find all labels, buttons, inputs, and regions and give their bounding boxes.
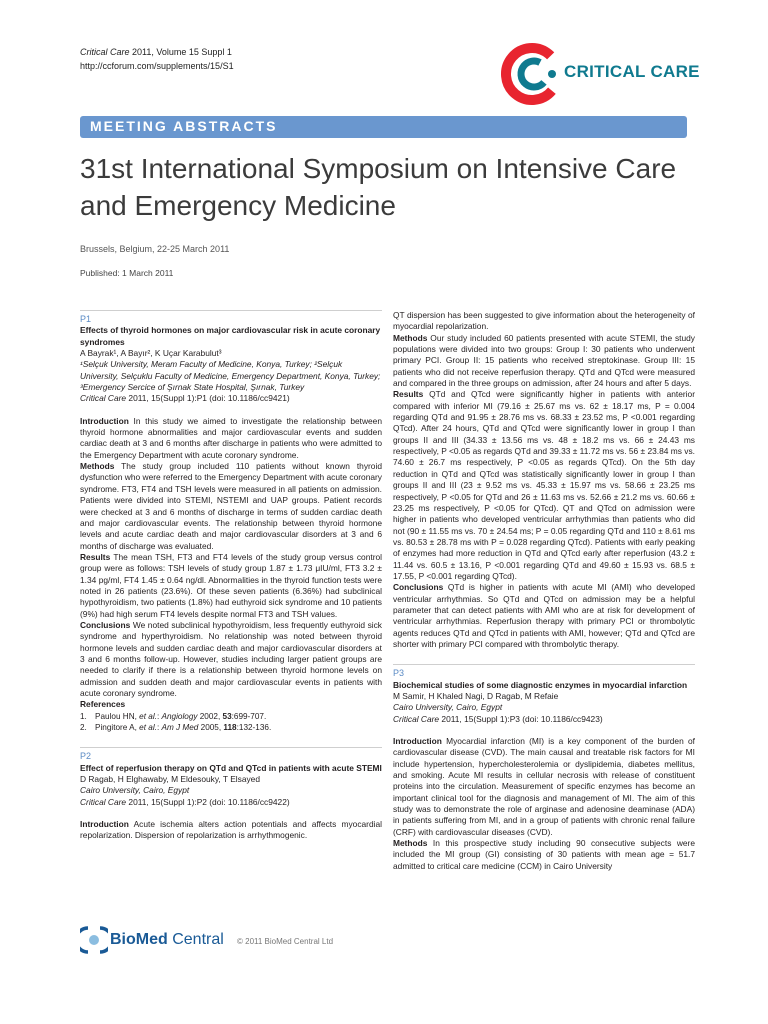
introduction-p3 — [393, 736, 695, 838]
results-p1 — [80, 552, 382, 620]
methods-p2 — [393, 333, 695, 390]
authors-p2: D Ragab, H Elghawaby, M Eldesouky, T Elsayed — [80, 774, 260, 785]
introduction-p2-continued: QT dispersion has been suggested to give information about the heterogeneity of myocardial repolarization. — [393, 310, 695, 332]
citation-header — [80, 45, 234, 73]
authors-p1: A Bayrak¹, A Bayır², K Uçar Karabulut³ — [80, 348, 222, 359]
section-text: In this prospective study including 90 consecutive subjects were included the MI group (GI) consisting of 30 patients with mean age = 51.7 admitted to critical care medicine (CCM) in Cairo University — [393, 838, 695, 871]
meeting-abstracts-banner — [80, 116, 687, 138]
citation-p2 — [80, 797, 382, 808]
copyright: © 2011 BioMed Central Ltd — [237, 937, 334, 946]
methods-p3 — [393, 838, 695, 872]
journal-name: Critical Care — [80, 796, 127, 807]
section-text: QTd and QTcd were significantly higher in patients with anterior compared with inferior MI (79.16 ± 25.67 ms vs. 62 ± 18.17 ms, P = 0.004 regarding QTd and 91.95 ± 28.76 ms vs. 68.33 ± 23.52 ms, P <0.001 regarding QTcd). After 24 hours, QTd and QTcd were significantly lower in group I than groups II and III (34.33 ± 13.56 ms vs. 48 ± 18.2 ms vs. 66 ± 24.43 ms respectively, P <0.05 as regards QTd and 39.33 ± 11.72 ms vs. 56 ± 23.84 ms vs. 74.60 ± 26.7 ms respectively, P <0.05 as regards QTcd). On the 5th day reduction in QTd and QTcd was statistically significantly lower in group I than groups II and III (23 ± 9.52 ms vs. 45.33 ± 15.97 ms vs. 58.66 ± 23.25 ms respectively, P <0.05 for QTd and 26 ± 11.63 ms vs. 52.66 ± 21.2 ms vs. 60.66 ± 23.25 ms respectively, P <0.05 for QTcd). QT and QTcd on admission were higher in patients who developed ventricular arrhythmias than patients who did not (90 ± 11.55 ms vs. 70 ± 24.54 ms; P = 0.05 regarding QTd and 110 ± 8.61 ms vs. 80.53 ± 28.78 ms with P = 0.028 regarding QTcd). Patients with early peaking of enzymes had more reduction in QTd and QTcd early after reperfusion (43.2 ± 11.44 vs. 60.5 ± 13.16, P <0.001 regarding QTd and 49.60 ± 15.93 vs. 68.5 ± 17.55, P <0.001 regarding QTcd). — [393, 389, 695, 581]
affiliations-p1: ¹Selçuk University, Meram Faculty of Medicine, Konya, Turkey; ²Selçuk University, Selçuklu Faculty of Medicine, Emergency Department, Konya, Turkey; ³Emergency Sercice of Şırnak State Hospital, Şırnak, Turkey — [80, 359, 381, 393]
affiliations-p2: Cairo University, Cairo, Egypt — [80, 785, 190, 796]
abstract-title-p2: Effect of reperfusion therapy on QTd and QTcd in patients with acute STEMI — [80, 762, 382, 773]
title-line-1: 31st International Symposium on Intensive Care — [80, 153, 677, 184]
results-p2 — [393, 389, 695, 582]
references-heading: References — [80, 699, 126, 710]
location-date: Brussels, Belgium, 22-25 March 2011 — [80, 244, 230, 254]
biomed-central-icon — [80, 925, 108, 955]
section-heading: Conclusions — [393, 582, 444, 593]
section-heading: Introduction — [80, 819, 129, 830]
citation-p3 — [393, 714, 695, 725]
abstract-label-p2: P2 — [80, 751, 92, 762]
conclusions-p2 — [393, 582, 695, 650]
journal-name: Critical Care — [393, 713, 440, 724]
section-text: Acute ischemia alters action potentials and affects myocardial repolarization. Dispersion of repolarization is arrhythmogenic. — [80, 819, 382, 841]
page-title — [80, 150, 690, 224]
section-heading: Conclusions — [80, 619, 131, 630]
critical-care-c-icon — [500, 42, 564, 106]
published-date: Published: 1 March 2011 — [80, 268, 174, 278]
journal-name: Critical Care — [80, 393, 127, 404]
abstract-label-p3: P3 — [393, 668, 405, 679]
conclusions-p1 — [80, 620, 382, 699]
section-heading: Introduction — [80, 415, 129, 426]
banner-label: MEETING ABSTRACTS — [90, 118, 278, 134]
section-heading: Results — [80, 551, 111, 562]
critical-care-logo — [500, 42, 700, 106]
abstract-title-p3: Biochemical studies of some diagnostic enzymes in myocardial infarction — [393, 679, 688, 690]
citation-p1 — [80, 393, 382, 404]
section-text: Myocardial infarction (MI) is a key component of the burden of cardiovascular disease (CVD). The main causal and treatable risk factors for MI include hypertension, hypercholesterolemia or dyslipidemia, diabetes mellitus, and smoking. Acute MI results in cellular necrosis with release of constituent proteins into the circulation. Measurement of specific enzymes has become an important clinical tool for the diagnosis and management of MI. The aim of this study was to demonstrate the role of arginase and adenosine deaminase (ADA) in patients suffering from MI, and in a group of patients with chronic renal failure (CRF) with cardiovascular diseases (CVD). — [393, 736, 695, 837]
affiliations-p3: Cairo University, Cairo, Egypt — [393, 702, 503, 713]
divider — [393, 664, 695, 665]
methods-p1 — [80, 461, 382, 552]
supplement-url[interactable]: http://ccforum.com/supplements/15/S1 — [80, 61, 234, 71]
section-text: In this study we aimed to investigate the relationship between thyroid hormone abnormalities and major cardiovascular events and sudden cardiac death at 3 and 6 months after discharge in patients who were admitted to the Emergency Department with acute coronary syndrome. — [80, 415, 382, 460]
section-heading: Methods — [393, 838, 428, 849]
section-text: QTd is higher in patients with acute MI (AMI) who developed ventricular arrhythmias. So QTd and QTcd on admission may be a helpful parameter that can detect patients with AMI who are at risk for development of ventricular arrhythmias. Reperfusion therapy with primary PCI or thrombolytic agents reduces QTd and QTcd in patients with AMI, however; QTd and QTcd are shorter with primary PCI compared with thrombolytic therapy. — [393, 582, 695, 649]
section-text: The mean TSH, FT3 and FT4 levels of the study group versus control group were as follows: TSH levels of study group 1.87 ± 1.73 μIU/ml, FT3 3.2 ± 1.34 pg/ml, FT4 1.45 ± 0.64 ng/dl. Abnormalities in the thyroid function tests were noted in 26 patients (23.6%). Of these seven patients (6.36%) had subclinical hypothyroidism, two patients (1.8%) had euthyroid sick syndrome and 10 patients (9%) had high serum FT4 levels despite normal FT3 and TSH values. — [80, 551, 382, 619]
reference-2: 2. Pingitore A, et al.: Am J Med 2005, 118:132-136. — [80, 723, 272, 733]
reference-1: 1. Paulou HN, et al.: Angiology 2002, 53:699-707. — [80, 711, 267, 721]
authors-p3: M Samir, H Khaled Nagi, D Ragab, M Refaie — [393, 691, 559, 701]
biomed-central-wordmark: BioMed Central — [110, 931, 224, 948]
introduction-p1 — [80, 416, 382, 461]
doi: 2011, 15(Suppl 1):P3 (doi: 10.1186/cc9423) — [439, 713, 603, 724]
section-text: The study group included 110 patients without known thyroid dysfunction who were referred to the Emergency Department with acute coronary syndrome. FT3, FT4 and TSH levels were measured in all patients on admission. Patients were divided into STEMI, NSTEMI and UAP groups. Patient records were checked at 3 and 6 months of discharge in terms of sudden cardiac death and major cardiovascular events. The relationship between thyroid hormone levels and acute cardiac death and major cardiovascular disorders at 3 and 6 months of discharge was evaluated. — [80, 461, 382, 551]
right-column — [393, 310, 695, 872]
title-line-2: and Emergency Medicine — [80, 190, 396, 221]
doi: 2011, 15(Suppl 1):P1 (doi: 10.1186/cc9421) — [126, 393, 290, 404]
logo-text: CRITICAL CARE — [564, 62, 700, 81]
section-heading: Methods — [393, 332, 428, 343]
section-heading: Methods — [80, 461, 115, 472]
divider — [80, 747, 382, 748]
journal-name: Critical Care — [80, 47, 130, 57]
introduction-p2 — [80, 819, 382, 842]
section-text: Our study included 60 patients presented with acute STEMI, the study populations were divided into two groups: Group I: 30 patients who underwent primary PCI. Group II: 15 patients who received streptokinase. Group III: 15 patients who did not receive reperfusion therapy. QTd and QTcd were measured and compared in the three groups on admission, after 24 hours and after 5 days. — [393, 332, 695, 389]
divider — [80, 310, 382, 311]
doi: 2011, 15(Suppl 1):P2 (doi: 10.1186/cc9422) — [126, 796, 290, 807]
section-text: We noted subclinical hypothyroidism, less frequently euthyroid sick syndrome and hyperthyroidism. No relationship was noted between thyroid hormone levels and sudden cardiac death and major cardiovascular disorders at 3 and 6 months follow-up. However, studies including larger patient groups are needed to clarify if there is a relationship between thyroid hormone levels on admission and sudden death and major cardiovascular events in patients with acute coronary syndrome. — [80, 619, 382, 698]
left-column — [80, 310, 382, 842]
section-heading: Results — [393, 389, 424, 400]
abstract-label-p1: P1 — [80, 314, 92, 324]
section-heading: Introduction — [393, 736, 442, 747]
biomed-central-logo — [80, 925, 240, 955]
abstract-title-p1: Effects of thyroid hormones on major cardiovascular risk in acute coronary syndromes — [80, 325, 381, 347]
citation-text: 2011, Volume 15 Suppl 1 — [129, 47, 232, 57]
